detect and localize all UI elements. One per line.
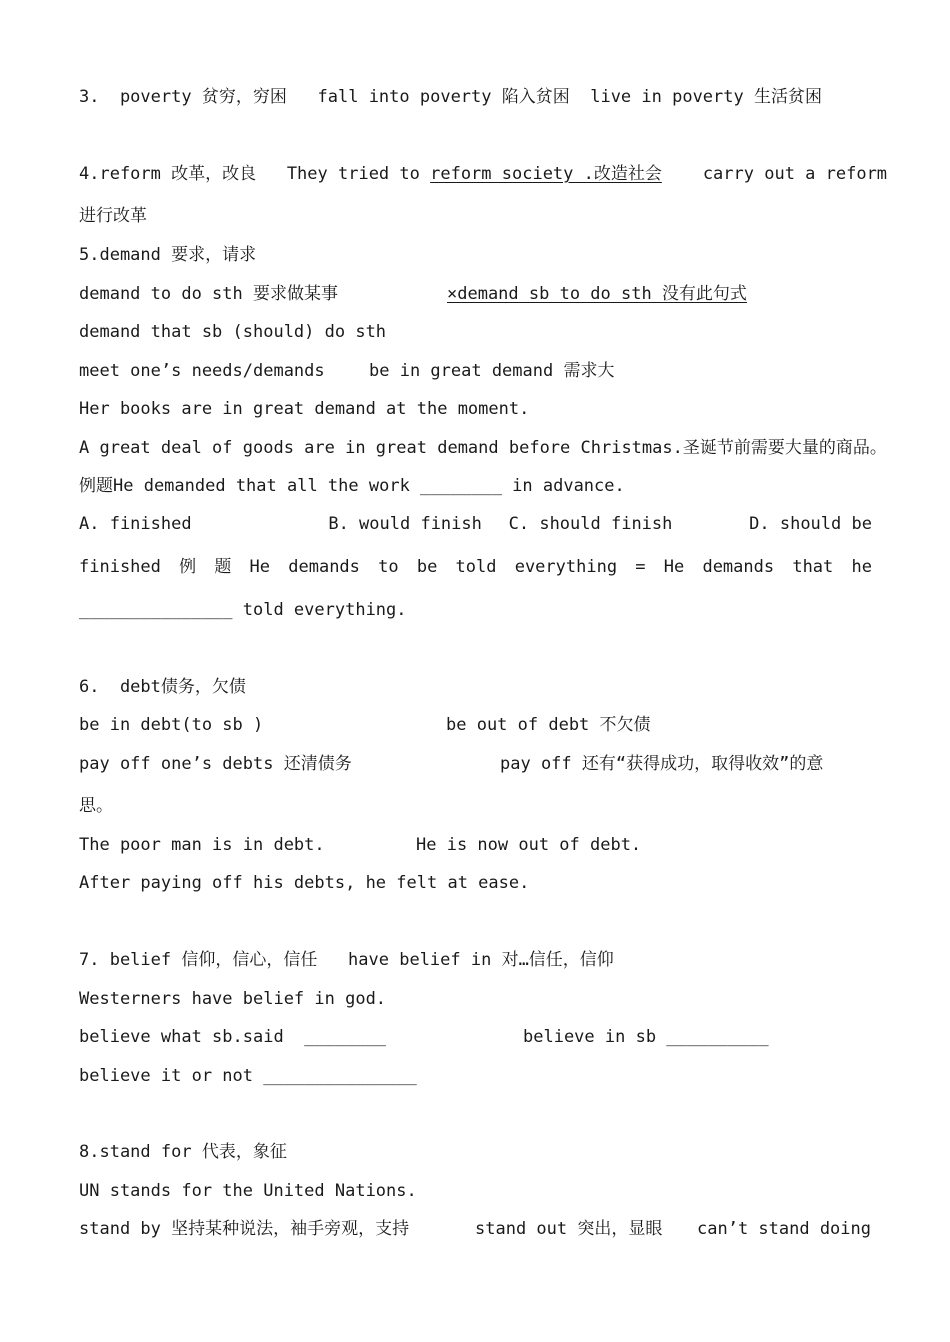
item8-line2c: can’t stand doing	[697, 1219, 871, 1239]
item7-example1: Westerners have belief in god.	[79, 989, 387, 1009]
option-c: C. should finish	[508, 514, 673, 534]
option-d: D. should be	[749, 514, 872, 534]
item5-options-continued	[79, 556, 872, 578]
item6-example3: After paying off his debts, he felt at ease.	[79, 873, 530, 893]
item5-pattern1-wrong: ×demand sb to do sth 没有此句式	[447, 284, 747, 304]
item6-line2a: pay off one’s debts 还清债务	[79, 754, 352, 774]
item5-example1: Her books are in great demand at the moment.	[79, 399, 530, 419]
item6-example1: The poor man is in debt.	[79, 835, 325, 855]
justified-word: he	[851, 557, 872, 577]
justified-word: finished	[79, 557, 161, 577]
justified-word: 例	[179, 557, 197, 577]
item8-line2a: stand by 坚持某种说法，袖手旁观，支持	[79, 1219, 410, 1239]
item5-pattern2: demand that sb (should) do sth	[79, 322, 387, 342]
option-a: A. finished	[79, 514, 192, 534]
item4-continuation: 进行改革	[79, 206, 147, 226]
item5-pattern3a: meet one’s needs/demands	[79, 361, 325, 381]
item5-question1: 例题He demanded that all the work ________ in advance.	[79, 476, 625, 496]
justified-word: to	[378, 557, 399, 577]
item5-pattern3b: be in great demand 需求大	[369, 361, 615, 381]
item4-example-underlined: reform society .改造社会	[430, 164, 662, 184]
item4-line	[79, 163, 887, 185]
item6-head: 6. debt债务，欠债	[79, 677, 246, 697]
justified-word: told	[455, 557, 497, 577]
item4-tail: carry out a reform	[661, 164, 888, 184]
justified-word: that	[792, 557, 834, 577]
item5-options	[79, 513, 872, 535]
justified-word: everything	[514, 557, 618, 577]
justified-word: be	[416, 557, 438, 577]
justified-word: He	[663, 557, 685, 577]
item6-line2c: 思。	[79, 796, 113, 816]
justified-word: =	[635, 557, 646, 577]
item8-example1: UN stands for the United Nations.	[79, 1181, 417, 1201]
item4-head: 4.reform 改革，改良 They tried to	[79, 164, 431, 184]
item6-line1b: be out of debt 不欠债	[446, 715, 651, 735]
justified-word: He	[249, 557, 271, 577]
item5-pattern1: demand to do sth 要求做某事	[79, 284, 338, 304]
item6-line1a: be in debt(to sb )	[79, 715, 264, 735]
item7-line2b: believe in sb __________	[523, 1027, 769, 1047]
justified-word: 题	[214, 557, 232, 577]
item8-line2b: stand out 突出，显眼	[475, 1219, 663, 1239]
item5-head: 5.demand 要求，请求	[79, 245, 257, 265]
item6-line2b: pay off 还有“获得成功，取得收效”的意	[500, 754, 824, 774]
option-b: B. would finish	[328, 514, 482, 534]
item5-example2: A great deal of goods are in great demand before Christmas.圣诞节前需要大量的商品。	[79, 438, 887, 458]
justified-word: demands	[702, 557, 775, 577]
item7-head: 7. belief 信仰，信心，信任 have belief in 对…信任，信仰	[79, 950, 614, 970]
justified-word: demands	[288, 557, 360, 577]
item5-question2-blank: _______________ told everything.	[79, 600, 407, 620]
item6-example2: He is now out of debt.	[416, 835, 642, 855]
item7-line3: believe it or not _______________	[79, 1066, 417, 1086]
item8-head: 8.stand for 代表，象征	[79, 1142, 287, 1162]
item7-line2a: believe what sb.said ________	[79, 1027, 387, 1047]
item3-line: 3. poverty 贫穷，穷困 fall into poverty 陷入贫困 live in poverty 生活贫困	[79, 87, 822, 107]
